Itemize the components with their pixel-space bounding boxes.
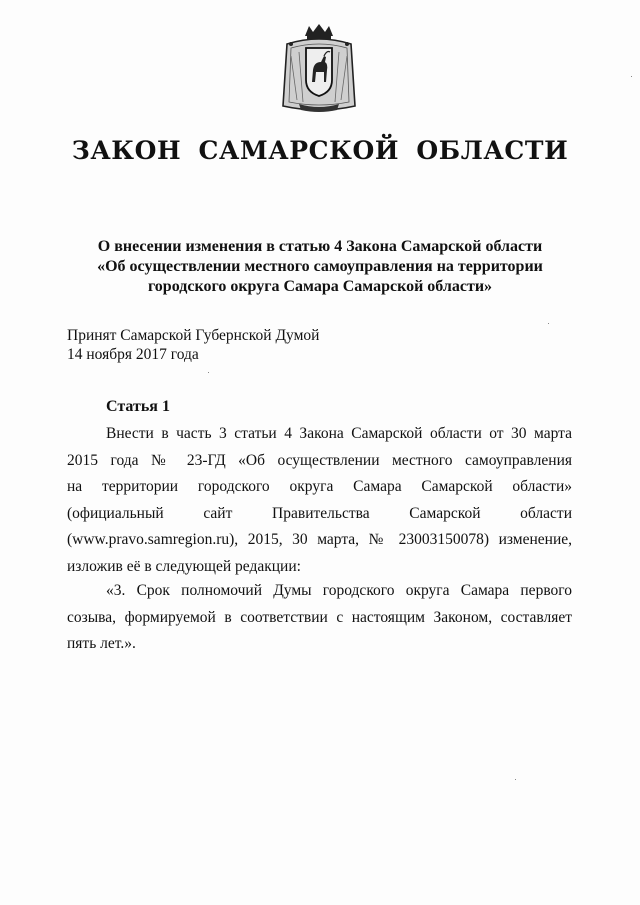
adoption-date: 14 ноября 2017 года xyxy=(67,346,199,363)
article-body-line: на территории городского округа Самара Самарской области» xyxy=(67,478,572,495)
scan-speck xyxy=(631,76,632,77)
law-subject-line: О внесении изменения в статью 4 Закона Самарской области xyxy=(97,238,543,255)
article-quoted-text xyxy=(67,578,572,658)
quoted-text-line: созыва, формируемой в соответствии с настоящим Законом, составляет xyxy=(67,608,572,626)
quoted-text-line: «3. Срок полномочий Думы городского округа Самара первого xyxy=(106,582,572,599)
scan-speck xyxy=(515,779,516,780)
article-body-line: Внести в часть 3 статьи 4 Закона Самарской области от 30 марта xyxy=(106,425,572,442)
law-subject xyxy=(60,237,580,297)
article-body-line: (официальный сайт Правительства Самарской области xyxy=(67,504,572,522)
law-subject-line: «Об осуществлении местного самоуправления на территории xyxy=(97,258,543,275)
scan-speck xyxy=(548,323,549,324)
article-body-line: изложив её в следующей редакции: xyxy=(67,557,301,575)
article-body-line: 2015 года № 23-ГД «Об осуществлении местного самоуправления xyxy=(67,451,572,469)
article-body-line: (www.pravo.samregion.ru), 2015, 30 марта, № 23003150078) изменение, xyxy=(67,531,572,548)
law-title: ЗАКОН САМАРСКОЙ ОБЛАСТИ xyxy=(71,136,569,165)
adoption-body: Принят Самарской Губернской Думой xyxy=(67,327,320,344)
law-subject-line: городского округа Самара Самарской области» xyxy=(147,278,493,295)
article-body xyxy=(67,421,572,580)
scan-speck xyxy=(208,372,209,373)
quoted-text-line: пять лет.». xyxy=(67,635,136,652)
coat-of-arms-icon xyxy=(277,22,361,114)
adoption-note xyxy=(67,326,319,364)
article-heading: Статья 1 xyxy=(106,398,170,415)
